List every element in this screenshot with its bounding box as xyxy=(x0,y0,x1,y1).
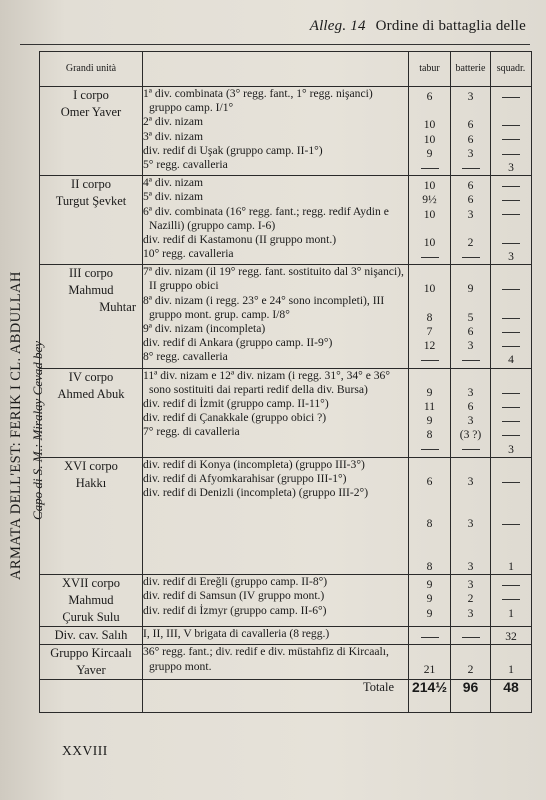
tabur-cell xyxy=(409,457,451,575)
squadr-dash xyxy=(491,475,531,489)
batterie-value xyxy=(451,532,490,546)
squadr-value xyxy=(491,503,531,517)
totals-label: Totale xyxy=(143,680,409,713)
squadr-cell xyxy=(491,87,532,176)
squadr-dash xyxy=(491,90,531,104)
corps-name: II corpo xyxy=(71,177,111,192)
division-entry: 6ª div. combinata (16° regg. fant.; regg. redif Aydin e Nazilli) (gruppo camp. I-6) xyxy=(143,204,389,232)
tabur-value: 9 xyxy=(426,578,433,592)
page-number: XXVIII xyxy=(62,743,108,758)
tabur-value xyxy=(409,489,450,503)
division-entry: div. redif di Uşak (gruppo camp. II-1°) xyxy=(143,143,323,157)
page-title: Ordine di battaglia delle xyxy=(375,18,526,34)
division-entry: 7ª div. nizam (il 19° regg. fant. sostituito dal 3° nişanci), II gruppo obici xyxy=(143,265,404,293)
squadr-dash xyxy=(491,414,531,428)
corps-row xyxy=(40,575,532,627)
squadr-cell xyxy=(491,457,532,575)
tabur-cell xyxy=(409,265,451,368)
total-batterie: 96 xyxy=(451,680,491,713)
division-entry: div. redif di Samsun (IV gruppo mont.) xyxy=(143,589,325,603)
commander-name: Mahmud xyxy=(68,593,114,608)
total-tabur: 214½ xyxy=(409,680,451,713)
batterie-dash xyxy=(451,630,490,644)
tabur-value: 12 xyxy=(423,339,436,353)
division-entry: 8° regg. cavalleria xyxy=(143,350,228,364)
batterie-cell xyxy=(451,627,491,645)
total-squadr: 48 xyxy=(491,680,532,713)
tabur-value: 8 xyxy=(426,428,433,442)
division-entry: 8ª div. nizam (i regg. 23° e 24° sono incompleti), III gruppo mont. grup. camp. I/8° xyxy=(143,293,385,321)
squadr-cell xyxy=(491,575,532,627)
squadr-dash xyxy=(491,208,531,222)
divisions-cell xyxy=(143,176,409,265)
batterie-cell xyxy=(451,265,491,368)
tabur-value xyxy=(409,222,450,236)
squadr-value: 1 xyxy=(508,560,514,573)
corps-cell xyxy=(40,457,143,575)
tabur-value xyxy=(409,297,450,311)
corps-name: Gruppo Kircaalı xyxy=(50,646,132,661)
corps-cell xyxy=(40,575,143,627)
squadr-cell xyxy=(491,627,532,645)
batterie-value: 3 xyxy=(467,517,474,531)
squadr-value xyxy=(491,546,531,560)
tabur-value: 9 xyxy=(426,606,433,620)
squadr-dash xyxy=(491,133,531,147)
division-entry: div. redif di Afyomkarahisar (gruppo III-1°) xyxy=(143,471,347,485)
tabur-value: 9 xyxy=(426,146,433,160)
tabur-value xyxy=(409,461,450,475)
batterie-value: 6 xyxy=(467,399,474,413)
corps-cell xyxy=(40,265,143,368)
corps-cell xyxy=(40,645,143,680)
division-entry: 5° regg. cavalleria xyxy=(143,158,228,172)
division-entry: div. redif di Denizli (incompleta) (gruppo III-2°) xyxy=(143,486,369,500)
batterie-value: 6 xyxy=(467,325,474,338)
squadr-dash xyxy=(491,428,531,442)
army-title: ARMATA DELL'EST: FERIK I CL. ABDULLAH xyxy=(8,271,24,580)
corps-cell xyxy=(40,176,143,265)
header-rule xyxy=(20,44,530,45)
squadr-dash xyxy=(491,578,531,592)
commander-name: Omer Yaver xyxy=(60,105,122,119)
squadr-value: 1 xyxy=(508,606,514,620)
division-entry: 9ª div. nizam (incompleta) xyxy=(143,322,266,336)
tabur-dash xyxy=(409,443,450,457)
tabur-cell xyxy=(409,627,451,645)
division-entry: 3ª div. nizam xyxy=(143,129,204,143)
tabur-value: 8 xyxy=(426,560,433,573)
batterie-value xyxy=(451,546,490,560)
batterie-value xyxy=(451,268,490,282)
squadr-dash xyxy=(491,400,531,414)
squadr-dash xyxy=(491,118,531,132)
commander-name: Turgut Şevket xyxy=(55,194,127,209)
commander-name: Ahmed Abuk xyxy=(57,386,125,401)
corps-cell xyxy=(40,87,143,176)
tabur-value xyxy=(409,503,450,517)
tabur-value: 8 xyxy=(426,310,433,324)
squadr-value xyxy=(491,461,531,475)
squadr-value: 3 xyxy=(508,250,514,264)
divisions-cell xyxy=(143,265,409,368)
tabur-value: 21 xyxy=(423,662,436,676)
batterie-value: 3 xyxy=(467,385,474,399)
squadr-value xyxy=(491,532,531,546)
corps-row xyxy=(40,368,532,457)
batterie-value: 3 xyxy=(467,474,474,488)
tabur-cell xyxy=(409,645,451,680)
squadr-cell xyxy=(491,368,532,457)
batterie-value: 2 xyxy=(467,662,474,676)
batterie-cell xyxy=(451,176,491,265)
annex-label: Alleg. 14 xyxy=(309,18,366,34)
batterie-dash xyxy=(451,250,490,264)
header-squadr: squadr. xyxy=(491,52,532,87)
chief-of-staff: Capo di S. M.: Miralay Cevad bey xyxy=(30,340,45,520)
division-entry: div. redif di İzmyr (gruppo camp. II-6°) xyxy=(143,603,327,617)
commander-name: Yaver xyxy=(76,663,106,678)
tabur-value: 7 xyxy=(426,325,433,338)
batterie-value xyxy=(451,104,490,118)
division-entry: 2ª div. nizam xyxy=(143,115,204,129)
commander-name: Hakkı xyxy=(75,475,107,490)
totals-spacer xyxy=(40,680,143,713)
division-entry: div. redif di Kastamonu (II gruppo mont.) xyxy=(143,232,337,246)
squadr-dash xyxy=(491,282,531,296)
division-entry: 1ª div. combinata (3° regg. fant., 1° regg. nişanci) gruppo camp. I/1° xyxy=(143,87,373,115)
squadr-value: 32 xyxy=(505,630,517,644)
squadr-dash xyxy=(491,236,531,250)
divisions-cell xyxy=(143,575,409,627)
division-entry: 4ª div. nizam xyxy=(143,176,204,190)
division-entry: 5ª div. nizam xyxy=(143,190,204,204)
corps-name: III corpo xyxy=(68,266,114,281)
squadr-dash xyxy=(491,592,531,606)
squadr-cell xyxy=(491,176,532,265)
corps-row xyxy=(40,627,532,645)
batterie-value: 2 xyxy=(467,592,474,606)
commander-name: Mahmud xyxy=(68,283,114,298)
tabur-value: 10 xyxy=(423,235,436,249)
divisions-cell xyxy=(143,627,409,645)
tabur-value xyxy=(409,372,450,386)
tabur-value xyxy=(409,268,450,282)
batterie-value: 3 xyxy=(467,339,474,353)
tabur-value: 10 xyxy=(423,179,436,193)
tabur-value xyxy=(409,546,450,560)
tabur-dash xyxy=(409,630,450,644)
squadr-value xyxy=(491,372,531,386)
batterie-value: 3 xyxy=(467,90,474,103)
tabur-value: 9 xyxy=(426,592,433,606)
batterie-value xyxy=(451,461,490,475)
tabur-value: 8 xyxy=(426,517,433,531)
header-divisions xyxy=(143,52,409,87)
tabur-value: 10 xyxy=(423,207,436,221)
batterie-cell xyxy=(451,575,491,627)
divisions-cell xyxy=(143,457,409,575)
tabur-cell xyxy=(409,575,451,627)
corps-row xyxy=(40,265,532,368)
corps-row xyxy=(40,176,532,265)
batterie-value xyxy=(451,222,490,236)
corps-row xyxy=(40,457,532,575)
batterie-value xyxy=(451,489,490,503)
tabur-cell xyxy=(409,368,451,457)
squadr-value xyxy=(491,489,531,503)
divisions-cell xyxy=(143,368,409,457)
division-entry: 7° regg. di cavalleria xyxy=(143,425,240,439)
batterie-cell xyxy=(451,457,491,575)
squadr-dash xyxy=(491,179,531,193)
commander-name: Muhtar xyxy=(99,300,136,315)
batterie-value: 3 xyxy=(467,606,474,620)
batterie-value: 3 xyxy=(467,414,474,428)
squadr-cell xyxy=(491,645,532,680)
corps-name: XVII corpo xyxy=(62,576,120,591)
corps-name: XVI corpo xyxy=(64,458,118,473)
batterie-value: 2 xyxy=(467,235,474,249)
corps-row xyxy=(40,645,532,680)
squadr-value xyxy=(491,268,531,282)
header-tabur: tabur xyxy=(409,52,451,87)
tabur-cell xyxy=(409,176,451,265)
corps-name: I corpo xyxy=(73,88,109,102)
tabur-cell xyxy=(409,87,451,176)
tabur-value xyxy=(409,648,450,662)
batterie-value: 9 xyxy=(467,282,474,296)
batterie-dash xyxy=(451,443,490,457)
table-header-row xyxy=(40,52,532,87)
batterie-value xyxy=(451,297,490,311)
batterie-value xyxy=(451,648,490,662)
batterie-value: (3 ?) xyxy=(459,428,482,442)
division-entry: div. redif di Ereğli (gruppo camp. II-8°) xyxy=(143,575,328,589)
tabur-value: 6 xyxy=(426,90,433,103)
division-entry: 36° regg. fant.; div. redif e div. müstahfiz di Kircaalı, gruppo mont. xyxy=(143,645,389,673)
squadr-value xyxy=(491,222,531,236)
squadr-value: 1 xyxy=(508,662,514,676)
tabur-value: 10 xyxy=(423,282,436,296)
tabur-dash xyxy=(409,353,450,367)
batterie-dash xyxy=(451,161,490,175)
squadr-dash xyxy=(491,311,531,325)
tabur-value: 9 xyxy=(426,414,433,428)
header-batterie: batterie xyxy=(451,52,491,87)
squadr-dash xyxy=(491,386,531,400)
batterie-value xyxy=(451,372,490,386)
page-header xyxy=(310,18,526,35)
batterie-value: 5 xyxy=(467,310,474,324)
corps-name: IV corpo xyxy=(68,369,114,384)
batterie-cell xyxy=(451,87,491,176)
division-entry: div. redif di Çanakkale (gruppo obici ?) xyxy=(143,411,327,425)
squadr-value xyxy=(491,104,531,118)
batterie-value: 6 xyxy=(467,179,474,193)
totals-row xyxy=(40,680,532,713)
squadr-dash xyxy=(491,339,531,353)
commander-name: Çuruk Sulu xyxy=(62,610,120,625)
corps-name: Div. cav. Salıh xyxy=(54,628,128,643)
table-body xyxy=(40,87,532,680)
corps-cell xyxy=(40,368,143,457)
batterie-value: 3 xyxy=(467,146,474,160)
division-entry: 10° regg. cavalleria xyxy=(143,247,234,261)
division-entry: div. redif di İzmit (gruppo camp. II-11°) xyxy=(143,396,329,410)
corps-row xyxy=(40,87,532,176)
squadr-value: 3 xyxy=(508,160,514,174)
tabur-value: 9 xyxy=(426,385,433,399)
batterie-value: 3 xyxy=(467,207,474,221)
corps-cell xyxy=(40,627,143,645)
division-entry: div. redif di Konya (incompleta) (gruppo III-3°) xyxy=(143,457,365,471)
batterie-cell xyxy=(451,368,491,457)
order-of-battle-table xyxy=(39,51,532,713)
batterie-value: 3 xyxy=(467,560,474,573)
batterie-value xyxy=(451,503,490,517)
squadr-dash xyxy=(491,147,531,161)
division-entry: I, II, III, V brigata di cavalleria (8 regg.) xyxy=(143,627,330,641)
batterie-cell xyxy=(451,645,491,680)
batterie-dash xyxy=(451,353,490,367)
tabur-value: 9½ xyxy=(422,193,437,207)
tabur-dash xyxy=(409,250,450,264)
divisions-cell xyxy=(143,645,409,680)
header-units: Grandi unità xyxy=(40,52,143,87)
batterie-value: 6 xyxy=(467,118,474,132)
tabur-value: 10 xyxy=(423,118,436,132)
batterie-value: 6 xyxy=(467,193,474,207)
tabur-value: 10 xyxy=(423,132,436,146)
squadr-value: 3 xyxy=(508,442,514,456)
batterie-value: 6 xyxy=(467,132,474,146)
tabur-value xyxy=(409,104,450,118)
tabur-value xyxy=(409,532,450,546)
squadr-dash xyxy=(491,325,531,339)
division-entry: 11ª div. nizam e 12ª div. nizam (i regg. 31°, 34° e 36° sono sostituiti dai reparti redif della div. Bursa) xyxy=(143,368,390,396)
tabur-dash xyxy=(409,161,450,175)
squadr-cell xyxy=(491,265,532,368)
squadr-dash xyxy=(491,517,531,531)
squadr-value: 4 xyxy=(508,353,514,367)
division-entry: div. redif di Ankara (gruppo camp. II-9°) xyxy=(143,336,333,350)
tabur-value: 11 xyxy=(423,399,436,413)
tabur-value: 6 xyxy=(426,474,433,488)
squadr-value xyxy=(491,297,531,311)
batterie-value: 3 xyxy=(467,578,474,592)
squadr-dash xyxy=(491,193,531,207)
squadr-value xyxy=(491,648,531,662)
divisions-cell xyxy=(143,87,409,176)
